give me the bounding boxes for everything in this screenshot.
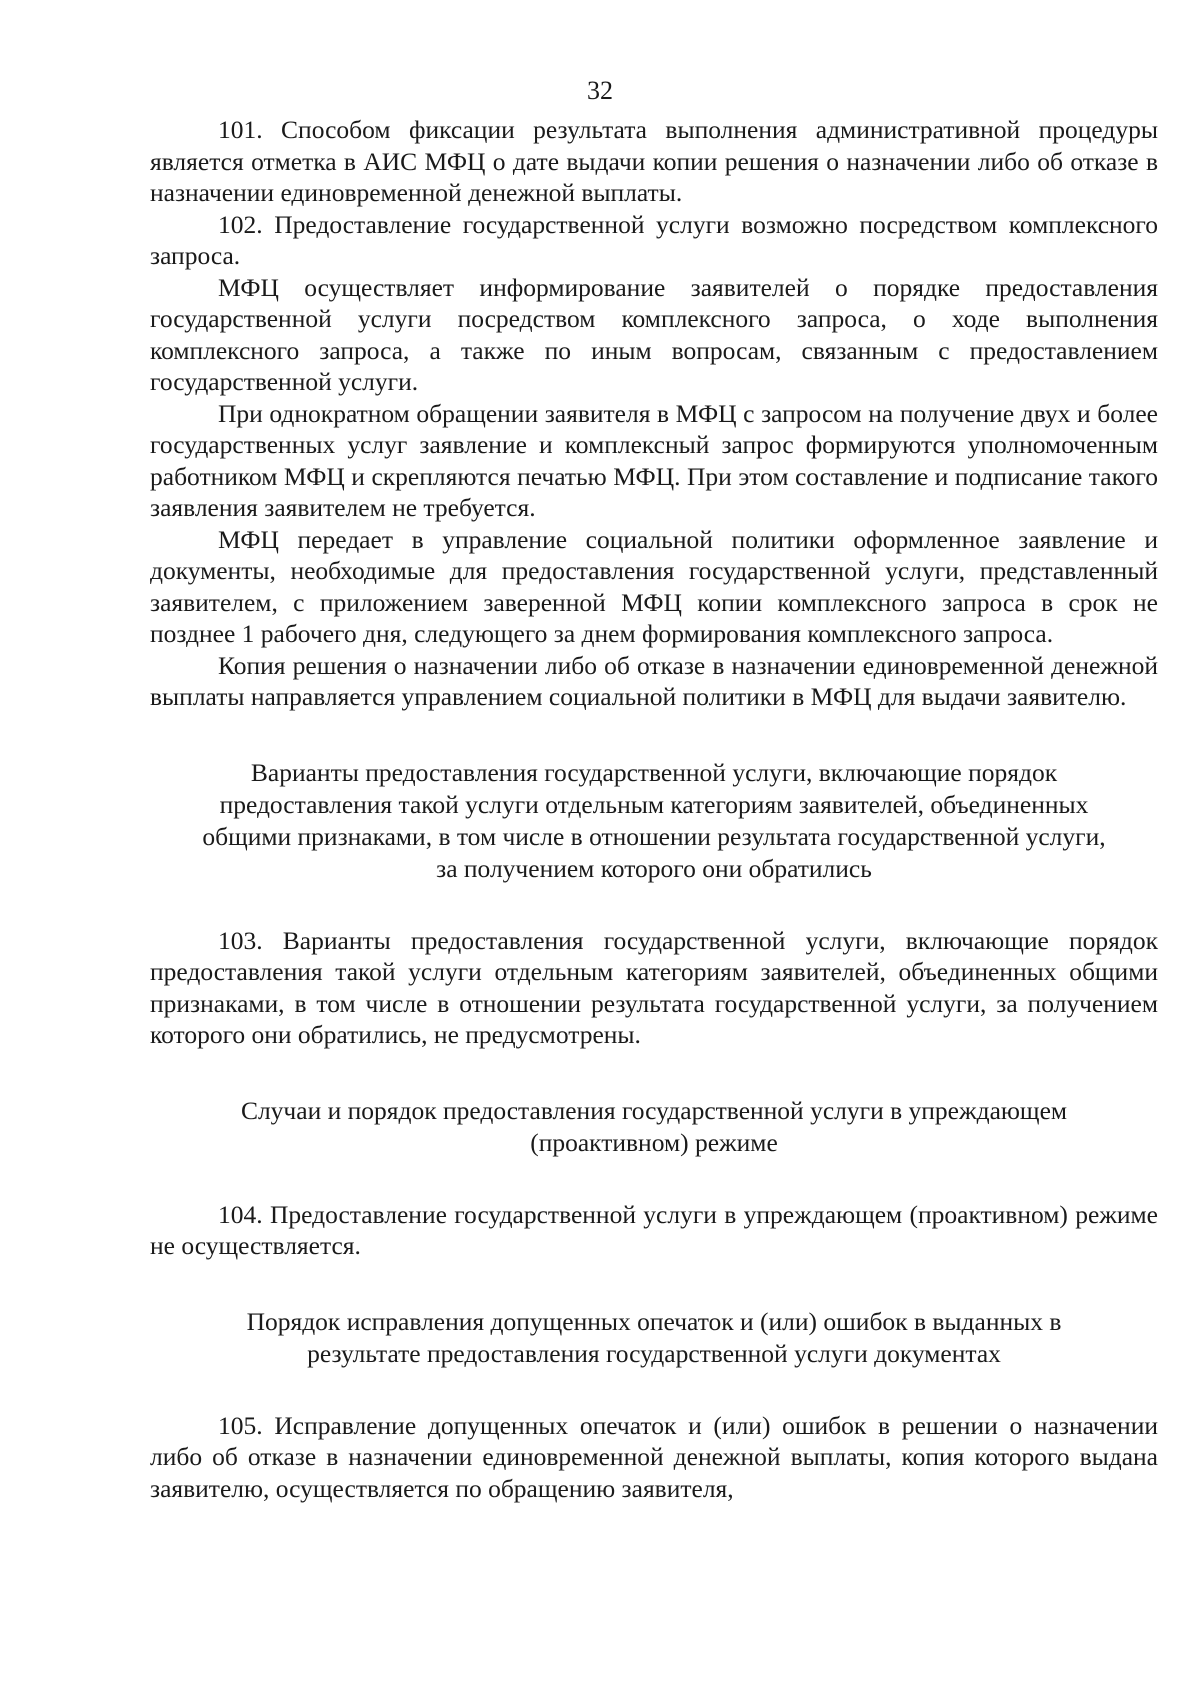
document-body <box>150 114 1158 1504</box>
paragraph-105: 105. Исправление допущенных опечаток и (или) ошибок в решении о назначении либо об отказе в назначении единовременной денежной выплаты, копия которого выдана заявителю, осуществляется по обращению заявителя, <box>150 1410 1158 1503</box>
paragraph-104: 104. Предоставление государственной услуги в упреждающем (проактивном) режиме не осуществляется. <box>150 1199 1158 1260</box>
section-heading-proactive: Случаи и порядок предоставления государственной услуги в упреждающем (проактивном) режиме <box>240 1095 1068 1157</box>
paragraph-decision-copy: Копия решения о назначении либо об отказе в назначении единовременной денежной выплаты направляется управлением социальной политики в МФЦ для выдачи заявителю. <box>150 650 1158 711</box>
section-heading-variants: Варианты предоставления государственной услуги, включающие порядок предоставления такой услуги отдельным категориям заявителей, объединенных общими признаками, в том числе в отношении результата государственной услуги, за получением которого они обратились <box>202 757 1106 883</box>
spacer <box>150 1370 1158 1410</box>
spacer <box>150 885 1158 925</box>
paragraph-single-request: При однократном обращении заявителя в МФЦ с запросом на получение двух и более государственных услуг заявление и комплексный запрос формируются уполномоченным работником МФЦ и скрепляются печатью МФЦ. При этом составление и подписание такого заявления заявителем не требуется. <box>150 398 1158 522</box>
paragraph-mfc-transfer: МФЦ передает в управление социальной политики оформленное заявление и документы, необходимые для предоставления государственной услуги, представленный заявителем, с приложением заверенной МФЦ копии комплексного запроса в срок не позднее 1 рабочего дня, следующего за днем формирования комплексного запроса. <box>150 524 1158 648</box>
section-heading-corrections: Порядок исправления допущенных опечаток и (или) ошибок в выданных в результате предоставления государственной услуги документах <box>246 1306 1062 1368</box>
spacer <box>150 713 1158 757</box>
paragraph-101: 101. Способом фиксации результата выполнения административной процедуры является отметка в АИС МФЦ о дате выдачи копии решения о назначении либо об отказе в назначении единовременной денежной выплаты. <box>150 115 1158 207</box>
page-number: 32 <box>587 76 613 105</box>
paragraph-mfc-informing: МФЦ осуществляет информирование заявителей о порядке предоставления государственной услуги посредством комплексного запроса, о ходе выполнения комплексного запроса, а также по иным вопросам, связанным с предоставлением государственной услуги. <box>150 272 1158 396</box>
spacer <box>150 1262 1158 1306</box>
paragraph-102: 102. Предоставление государственной услуги возможно посредством комплексного запроса. <box>150 209 1158 270</box>
paragraph-103: 103. Варианты предоставления государственной услуги, включающие порядок предоставления такой услуги отдельным категориям заявителей, объединенных общими признаками, в том числе в отношении результата государственной услуги, за получением которого они обратились, не предусмотрены. <box>150 925 1158 1049</box>
spacer <box>150 1051 1158 1095</box>
spacer <box>150 1159 1158 1199</box>
